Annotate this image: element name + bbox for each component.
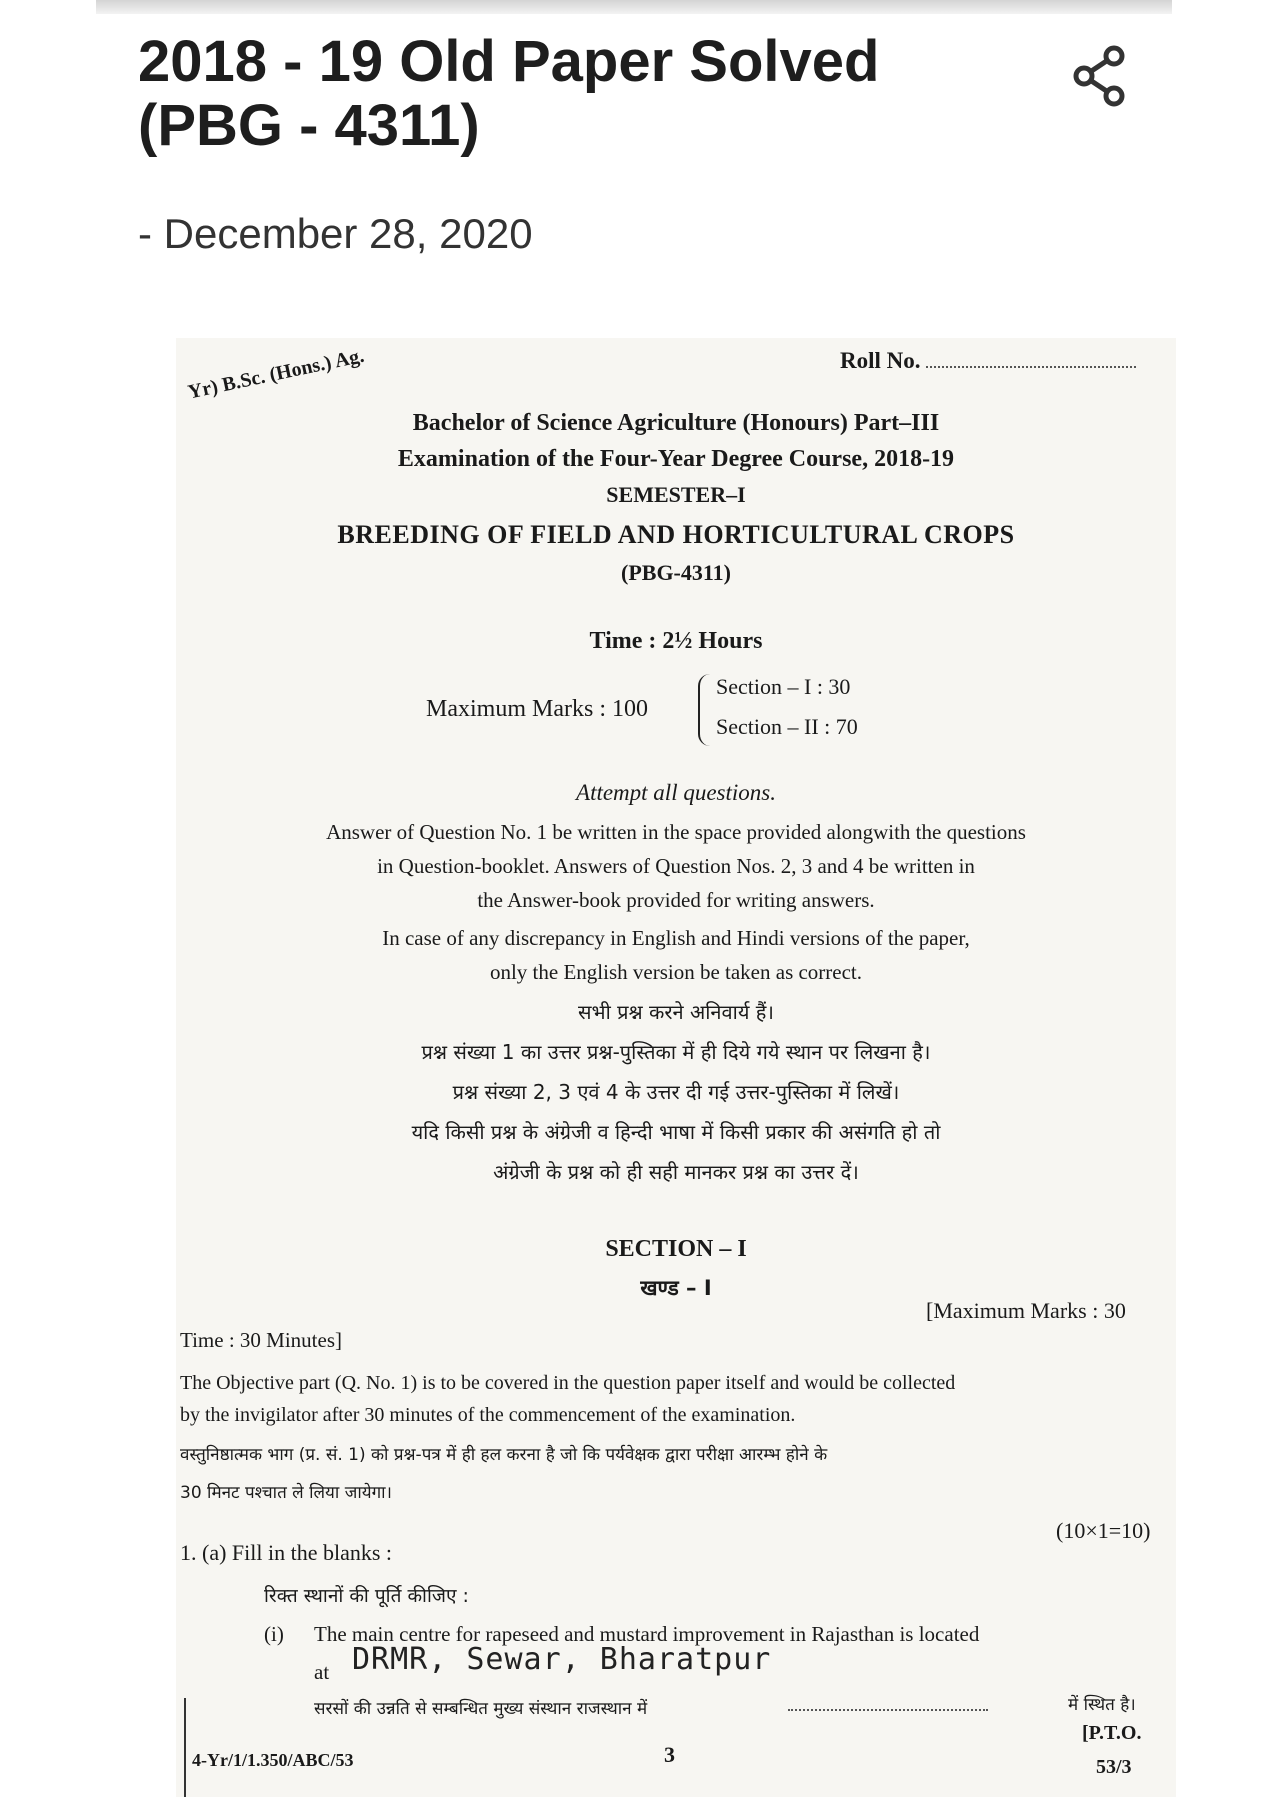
- objective-en-1: The Objective part (Q. No. 1) is to be covered in the question paper itself and would be collected: [180, 1372, 956, 1394]
- marks-scheme: (10×1=10): [1056, 1518, 1151, 1543]
- instruction-hi-5: अंग्रेजी के प्रश्न को ही सही मानकर प्रश्न का उत्तर दें।: [493, 1160, 859, 1184]
- instruction-en-3: the Answer-book provided for writing answers.: [477, 888, 875, 912]
- instruction-hi-2: प्रश्न संख्या 1 का उत्तर प्रश्न-पुस्तिका में ही दिये गये स्थान पर लिखना है।: [421, 1040, 931, 1064]
- question-i-hi-end: में स्थित है।: [1068, 1695, 1136, 1715]
- exam-name: Examination of the Four-Year Degree Course, 2018-19: [397, 446, 955, 472]
- objective-hi-2: 30 मिनट पश्चात ले लिया जायेगा।: [180, 1483, 393, 1503]
- section-max-marks: [Maximum Marks : 30: [926, 1298, 1126, 1323]
- semester: SEMESTER–I: [606, 482, 746, 507]
- exam-time: Time : 2½ Hours: [589, 628, 763, 654]
- margin-note: Yr) B.Sc. (Hons.) Ag.: [186, 344, 367, 404]
- course-title: BREEDING OF FIELD AND HORTICULTURAL CROPS: [337, 520, 1015, 549]
- section-2-marks: Section – II : 70: [716, 714, 858, 739]
- attempt-all: Attempt all questions.: [576, 780, 776, 805]
- page-number: 3: [664, 1742, 675, 1767]
- instruction-en-1: Answer of Question No. 1 be written in the space provided alongwith the questions: [326, 820, 1026, 844]
- objective-en-2: by the invigilator after 30 minutes of the commencement of the examination.: [180, 1404, 796, 1426]
- question-i-text: The main centre for rapeseed and mustard improvement in Rajasthan is located: [314, 1622, 980, 1646]
- instruction-hi-4: यदि किसी प्रश्न के अंग्रेजी व हिन्दी भाषा में किसी प्रकार की असंगति हो तो: [411, 1120, 941, 1144]
- post-date: - December 28, 2020: [138, 210, 533, 257]
- roll-no-label: Roll No.: [840, 348, 1136, 374]
- question-i-answer: DRMR, Sewar, Bharatpur: [352, 1642, 772, 1677]
- course-code: (PBG-4311): [621, 560, 731, 585]
- instruction-en-2: in Question-booklet. Answers of Question Nos. 2, 3 and 4 be written in: [377, 854, 975, 878]
- section-heading: SECTION – I: [605, 1236, 747, 1262]
- post-title: 2018 - 19 Old Paper Solved (PBG - 4311): [138, 29, 880, 158]
- question-i-number: (i): [264, 1622, 284, 1646]
- instruction-en-5: only the English version be taken as correct.: [489, 960, 863, 984]
- instruction-hi-1: सभी प्रश्न करने अनिवार्य हैं।: [577, 1000, 774, 1024]
- question-i-hi: सरसों की उन्नति से सम्बन्धित मुख्य संस्थान राजस्थान में: [314, 1699, 648, 1719]
- footer-code: 4-Yr/1/1.350/ABC/53: [192, 1750, 354, 1770]
- section-1-marks: Section – I : 30: [716, 674, 851, 699]
- instruction-hi-3: प्रश्न संख्या 2, 3 एवं 4 के उत्तर दी गई उत्तर-पुस्तिका में लिखें।: [452, 1080, 900, 1104]
- max-marks: Maximum Marks : 100: [426, 696, 648, 722]
- share-icon[interactable]: [1072, 44, 1128, 108]
- section-heading-hi: खण्ड – I: [640, 1276, 712, 1300]
- margin-line: [184, 1698, 186, 1797]
- browser-top-edge: [96, 0, 1172, 14]
- exam-paper-image: [176, 338, 1176, 1797]
- footer-ref: 53/3: [1096, 1756, 1132, 1778]
- answer-blank: [788, 1698, 988, 1716]
- section-time: Time : 30 Minutes]: [180, 1328, 342, 1352]
- objective-hi-1: वस्तुनिष्ठात्मक भाग (प्र. सं. 1) को प्रश्न-पत्र में ही हल करना है जो कि पर्यवेक्षक द्वारा परीक्षा आरम्भ होने के: [180, 1445, 828, 1465]
- question-i-at: at: [314, 1660, 330, 1684]
- program-name: Bachelor of Science Agriculture (Honours) Part–III: [412, 410, 940, 436]
- marks-brace: [698, 674, 710, 746]
- pto-label: [P.T.O.: [1082, 1722, 1142, 1744]
- question-1a-hi: रिक्त स्थानों की पूर्ति कीजिए :: [264, 1585, 469, 1607]
- question-1a: 1. (a) Fill in the blanks :: [180, 1540, 393, 1565]
- instruction-en-4: In case of any discrepancy in English and Hindi versions of the paper,: [382, 926, 970, 950]
